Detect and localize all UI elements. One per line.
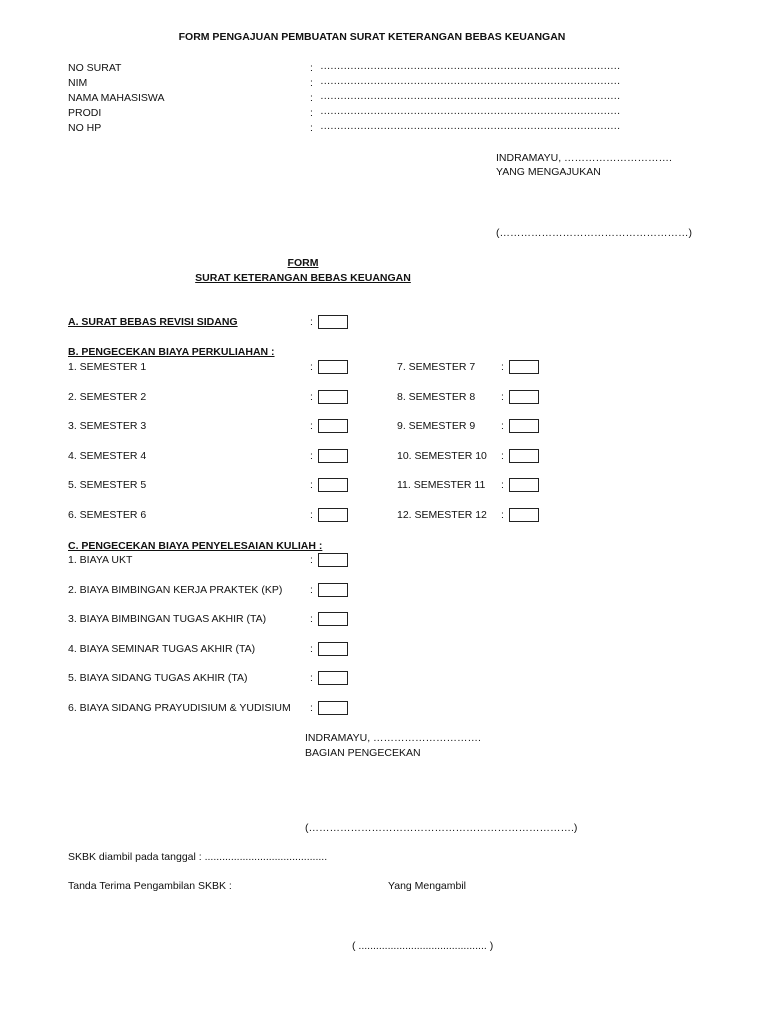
semester-label: 4. SEMESTER 4 [68,450,147,462]
semester-checkbox[interactable] [509,508,539,522]
fee-checkbox[interactable] [318,671,348,685]
fee-label: 5. BIAYA SIDANG TUGAS AKHIR (TA) [68,672,248,684]
taker-label: Yang Mengambil [388,880,467,892]
fee-sep: : [310,554,313,566]
fee-label: 3. BIAYA BIMBINGAN TUGAS AKHIR (TA) [68,613,267,625]
section-c-heading: C. PENGECEKAN BIAYA PENYELESAIAN KULIAH : [68,540,323,552]
semester-checkbox[interactable] [509,360,539,374]
semester-sep: : [310,391,313,403]
semester-sep: : [501,420,504,432]
applicant-role: YANG MENGAJUKAN [496,166,601,178]
semester-label: 12. SEMESTER 12 [397,509,487,521]
semester-label: 3. SEMESTER 3 [68,420,147,432]
field-separator: : [310,62,313,74]
semester-label: 11. SEMESTER 11 [397,479,486,491]
field-input-dots[interactable]: ……………………………………………………………………………… [320,105,620,117]
field-input-dots[interactable]: ……………………………………………………………………………… [320,60,620,72]
semester-checkbox[interactable] [509,419,539,433]
semester-sep: : [501,391,504,403]
section-a-label: A. SURAT BEBAS REVISI SIDANG [68,316,238,328]
semester-label: 10. SEMESTER 10 [397,450,487,462]
fee-sep: : [310,613,313,625]
section-b-heading: B. PENGECEKAN BIAYA PERKULIAHAN : [68,346,275,358]
semester-checkbox[interactable] [318,449,348,463]
semester-label: 1. SEMESTER 1 [68,361,147,373]
semester-sep: : [501,479,504,491]
semester-sep: : [310,479,313,491]
checker-place-date: INDRAMAYU, …………………………. [305,732,481,744]
semester-sep: : [310,361,313,373]
field-input-dots[interactable]: ……………………………………………………………………………… [320,75,620,87]
semester-label: 5. SEMESTER 5 [68,479,147,491]
checker-role: BAGIAN PENGECEKAN [305,747,421,759]
fee-label: 6. BIAYA SIDANG PRAYUDISIUM & YUDISIUM [68,702,291,714]
semester-checkbox[interactable] [318,478,348,492]
field-separator: : [310,107,313,119]
field-label: NO HP [68,122,102,134]
field-input-dots[interactable]: ……………………………………………………………………………… [320,90,620,102]
field-label: NAMA MAHASISWA [68,92,165,104]
fee-sep: : [310,672,313,684]
field-separator: : [310,77,313,89]
semester-checkbox[interactable] [318,419,348,433]
form-heading-line2: SURAT KETERANGAN BEBAS KEUANGAN [195,272,411,284]
fee-checkbox[interactable] [318,612,348,626]
fee-sep: : [310,584,313,596]
fee-label: 2. BIAYA BIMBINGAN KERJA PRAKTEK (KP) [68,584,283,596]
semester-label: 6. SEMESTER 6 [68,509,147,521]
applicant-signature: (………………………………………………) [496,227,692,239]
section-a-checkbox[interactable] [318,315,348,329]
form-heading-line1: FORM [287,257,319,269]
fee-sep: : [310,702,313,714]
section-a-sep: : [310,316,313,328]
field-separator: : [310,92,313,104]
semester-checkbox[interactable] [318,508,348,522]
fee-checkbox[interactable] [318,583,348,597]
semester-checkbox[interactable] [509,478,539,492]
field-label: NIM [68,77,88,89]
checker-signature: (………………………………………………………………….) [305,822,578,834]
semester-sep: : [501,450,504,462]
semester-checkbox[interactable] [509,390,539,404]
semester-sep: : [310,450,313,462]
semester-label: 2. SEMESTER 2 [68,391,147,403]
semester-checkbox[interactable] [318,390,348,404]
semester-sep: : [501,361,504,373]
fee-label: 4. BIAYA SEMINAR TUGAS AKHIR (TA) [68,643,256,655]
semester-label: 7. SEMESTER 7 [397,361,476,373]
skbk-taken-date: SKBK diambil pada tanggal : .......................................... [68,851,328,863]
applicant-place-date: INDRAMAYU, …………………………. [496,152,672,164]
field-label: NO SURAT [68,62,122,74]
field-input-dots[interactable]: ……………………………………………………………………………… [320,120,620,132]
field-label: PRODI [68,107,102,119]
receipt-label: Tanda Terima Pengambilan SKBK : [68,880,232,892]
semester-sep: : [310,420,313,432]
fee-label: 1. BIAYA UKT [68,554,133,566]
semester-label: 8. SEMESTER 8 [397,391,476,403]
form-title: FORM PENGAJUAN PEMBUATAN SURAT KETERANGAN BEBAS KEUANGAN [178,31,566,43]
fee-checkbox[interactable] [318,553,348,567]
semester-label: 9. SEMESTER 9 [397,420,476,432]
semester-checkbox[interactable] [318,360,348,374]
semester-checkbox[interactable] [509,449,539,463]
semester-sep: : [501,509,504,521]
field-separator: : [310,122,313,134]
fee-checkbox[interactable] [318,642,348,656]
fee-sep: : [310,643,313,655]
semester-sep: : [310,509,313,521]
fee-checkbox[interactable] [318,701,348,715]
taker-signature: ( ............................................ ) [352,940,494,952]
